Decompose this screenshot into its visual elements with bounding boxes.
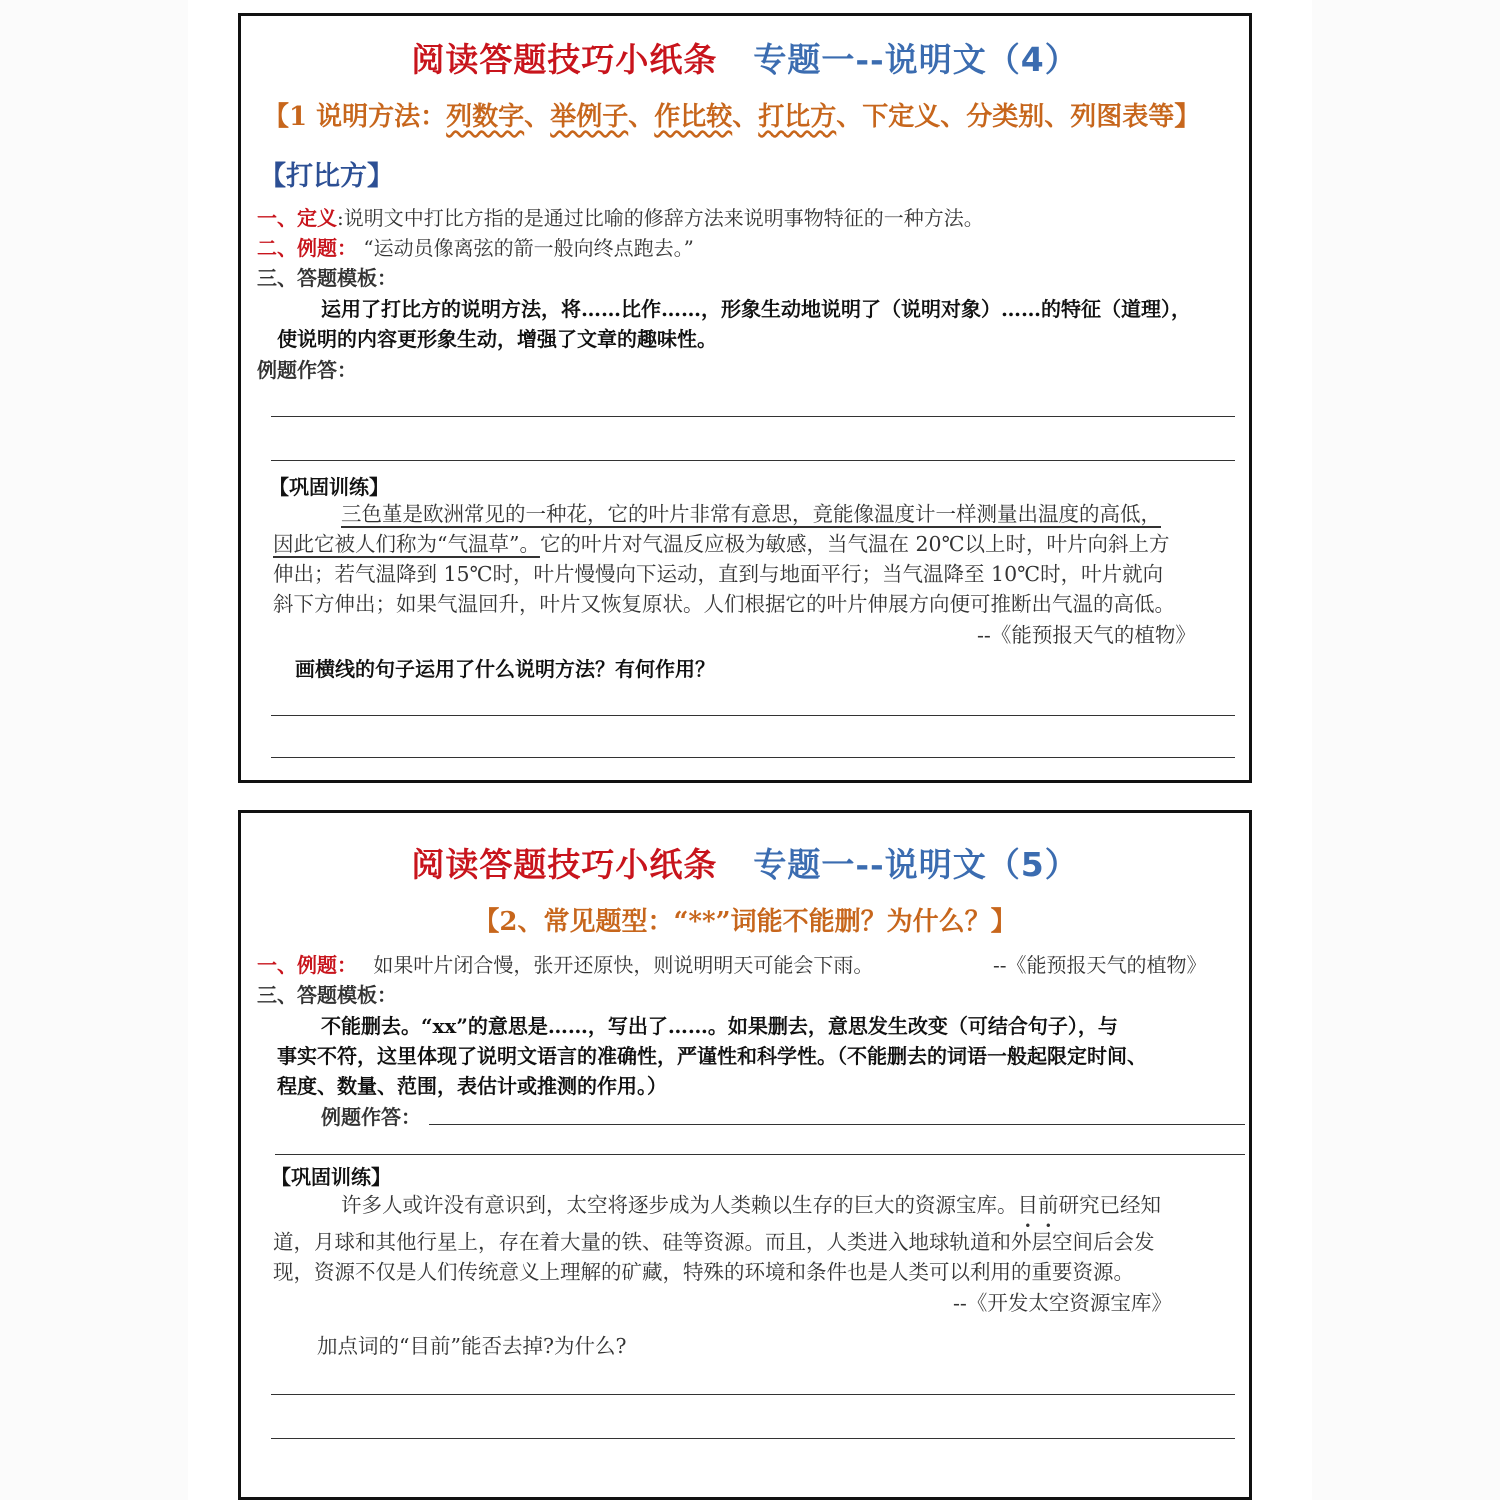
passage-source: --《能预报天气的植物》 [977,623,1196,647]
definition-line: 一、定义:说明文中打比方指的是通过比喻的修辞方法来说明事物特征的一种方法。 [257,206,984,230]
title-topic: 专题一--说明文（5） [753,845,1079,884]
passage-line-1: 三色堇是欧洲常见的一种花，它的叶片非常有意思，竟能像温度计一样测量出温度的高低， [341,502,1161,526]
answer-line [271,460,1235,461]
answer-line [271,757,1235,758]
question: 加点词的“目前”能否去掉?为什么? [317,1334,627,1358]
section-heading: 【打比方】 [259,161,394,192]
answer-label: 例题作答： [257,358,357,382]
passage-line-3: 现，资源不仅是人们传统意义上理解的矿藏，特殊的环境和条件也是人类可以利用的重要资源。 [273,1260,1134,1284]
template-label: 三、答题模板： [257,983,397,1007]
template-label: 三、答题模板： [257,266,397,290]
template-text-2: 使说明的内容更形象生动，增强了文章的趣味性。 [277,327,717,351]
practice-heading: 【巩固训练】 [271,1165,391,1189]
methods-list: 【1 说明方法：列数字、举例子、作比较、打比方、下定义、分类别、列图表等】 [263,102,1201,132]
example-source: --《能预报天气的植物》 [993,953,1207,977]
template-text-2: 事实不符，这里体现了说明文语言的准确性，严谨性和科学性。（不能删去的词语一般起限定时间、 [277,1044,1147,1068]
example-line: 一、例题： 如果叶片闭合慢，张开还原快，则说明明天可能会下雨。 [257,953,874,977]
answer-line [275,1154,1245,1155]
passage-source: --《开发太空资源宝库》 [953,1291,1172,1315]
passage-line-1: 许多人或许没有意识到，太空将逐步成为人类赖以生存的巨大的资源宝库。目前研究已经知 [341,1193,1161,1217]
card-title [241,839,1249,886]
answer-line [429,1124,1245,1125]
passage-line-4: 斜下方伸出；如果气温回升，叶片又恢复原状。人们根据它的叶片伸展方向便可推断出气温的高低。 [273,592,1175,616]
answer-line [271,715,1235,716]
emphasis-dot-char: 目 [1017,1193,1038,1217]
passage-line-3: 伸出；若气温降到 15℃时，叶片慢慢向下运动，直到与地面平行；当气温降至 10℃时，叶片就向 [273,562,1164,586]
passage-line-2: 道，月球和其他行星上，存在着大量的铁、硅等资源。而且，人类进入地球轨道和外层空间后会发 [273,1230,1155,1254]
emphasis-dot-char: 前 [1038,1193,1059,1217]
template-text-3: 程度、数量、范围，表估计或推测的作用。） [277,1074,667,1098]
question-type: 【2、常见题型：“**”词能不能删？为什么？】 [473,907,1017,937]
title-main: 阅读答题技巧小纸条 [411,845,718,884]
template-text-1: 运用了打比方的说明方法，将……比作……，形象生动地说明了（说明对象）……的特征（道理）， [321,297,1191,321]
tip-card-4 [238,13,1252,783]
question: 画横线的句子运用了什么说明方法？有何作用？ [295,657,715,681]
title-main: 阅读答题技巧小纸条 [411,40,718,79]
card-title [241,34,1249,81]
title-topic: 专题一--说明文（4） [753,40,1079,79]
answer-line [271,1438,1235,1439]
example-line: 二、例题： “运动员像离弦的箭一般向终点跑去。” [257,236,694,260]
passage-line-2: 因此它被人们称为“气温草”。它的叶片对气温反应极为敏感，当气温在 20℃以上时，叶片向斜上方 [273,532,1170,556]
answer-label: 例题作答： [321,1105,421,1129]
practice-heading: 【巩固训练】 [269,475,389,499]
answer-line [271,416,1235,417]
tip-card-5 [238,810,1252,1500]
template-text-1: 不能删去。“xx”的意思是……，写出了……。如果删去，意思发生改变（可结合句子），与 [321,1014,1118,1038]
answer-line [271,1394,1235,1395]
